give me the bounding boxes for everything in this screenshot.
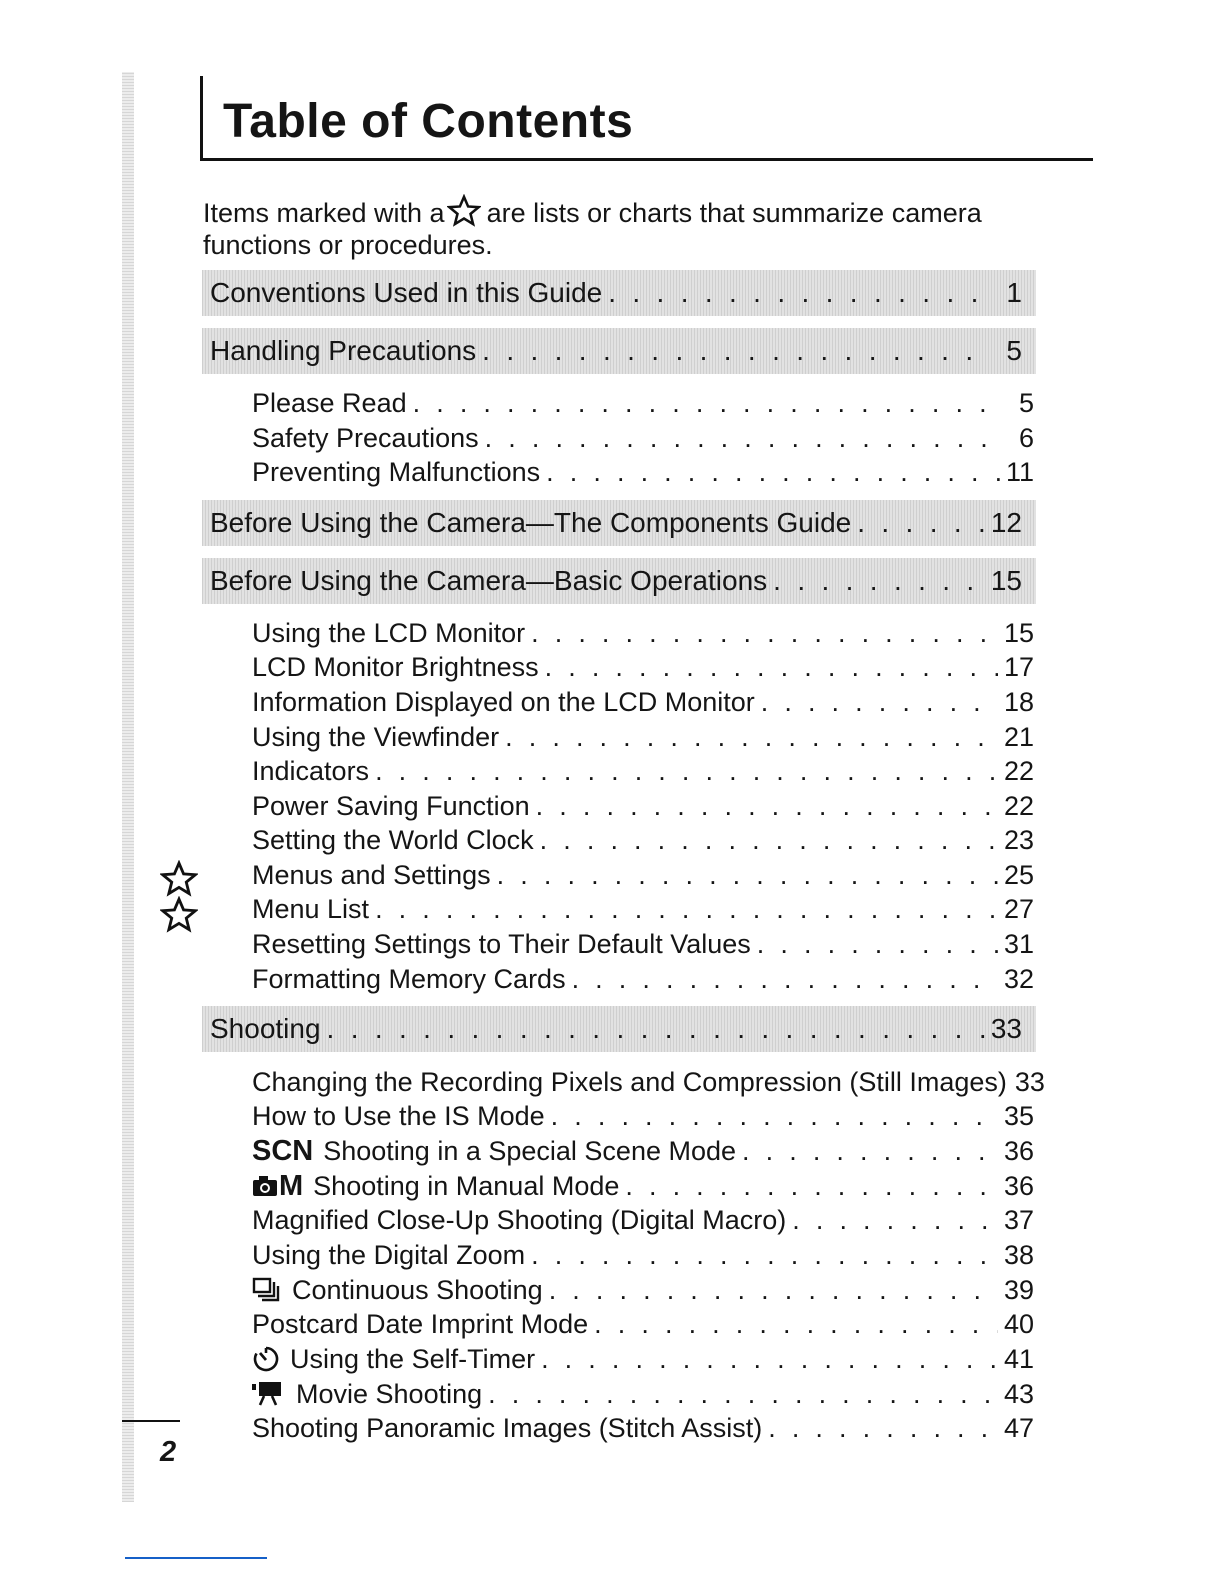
entry-title: Safety Precautions — [252, 423, 479, 453]
dot-leader — [375, 892, 998, 926]
toc-section[interactable] — [202, 270, 1036, 316]
continuous-shooting-icon — [252, 1277, 282, 1303]
entry-title: Movie Shooting — [296, 1379, 483, 1409]
entry-title: Shooting in Manual Mode — [313, 1171, 620, 1201]
entry-title: Using the Self-Timer — [290, 1344, 536, 1374]
toc-entry[interactable] — [252, 386, 1034, 420]
entry-title: Formatting Memory Cards — [252, 964, 566, 994]
dot-leader — [857, 507, 985, 539]
toc-entry[interactable] — [252, 1273, 1034, 1307]
section-title: Handling Precautions — [210, 335, 477, 366]
dot-leader — [551, 1099, 998, 1133]
toc-entry[interactable] — [252, 1065, 1045, 1099]
section-title: Conventions Used in this Guide — [210, 277, 603, 308]
section-title: Shooting — [210, 1013, 321, 1044]
entry-page: 38 — [1003, 1240, 1034, 1270]
entry-title: Using the Digital Zoom — [252, 1240, 526, 1270]
dot-leader — [768, 1411, 998, 1445]
entry-page: 11 — [1005, 457, 1034, 487]
entry-title: Setting the World Clock — [252, 825, 534, 855]
entry-title: Menus and Settings — [252, 860, 491, 890]
entry-page: 18 — [1003, 687, 1034, 717]
dot-leader — [773, 565, 985, 597]
dot-leader — [792, 1203, 998, 1237]
entry-title: Information Displayed on the LCD Monitor — [252, 687, 755, 717]
manual-mode-icon: M — [279, 1170, 304, 1202]
section-title: Before Using the Camera—The Components Guide — [210, 507, 852, 538]
dot-leader — [327, 1013, 985, 1045]
self-timer-icon — [252, 1345, 280, 1373]
toc-entry[interactable] — [252, 685, 1034, 719]
dot-leader — [413, 386, 1002, 420]
entry-title: How to Use the IS Mode — [252, 1101, 545, 1131]
entry-title: Shooting Panoramic Images (Stitch Assist) — [252, 1413, 763, 1443]
entry-page: 35 — [1003, 1101, 1034, 1131]
entry-page: 36 — [1003, 1136, 1034, 1166]
entry-page: 47 — [1003, 1413, 1034, 1443]
entry-page: 23 — [1003, 825, 1034, 855]
star-outline-icon — [160, 896, 198, 934]
section-page: 12 — [990, 507, 1022, 538]
intro-text-start: Items marked with a — [203, 198, 445, 228]
dot-leader — [572, 962, 998, 996]
entry-title: Continuous Shooting — [292, 1275, 543, 1305]
toc-entry[interactable] — [252, 1411, 1034, 1445]
page-number: 2 — [160, 1436, 177, 1468]
entry-page: 43 — [1003, 1379, 1034, 1409]
entry-page: 21 — [1003, 722, 1034, 752]
entry-page: 40 — [1003, 1309, 1034, 1339]
dot-leader — [546, 455, 1000, 489]
intro-text-end: are lists or charts that summarize camera functions or procedures. — [203, 198, 982, 260]
toc-entry[interactable] — [252, 1377, 1034, 1411]
entry-page: 5 — [1018, 388, 1034, 418]
dot-leader — [485, 421, 1002, 455]
bottom-rule — [125, 1557, 267, 1559]
dot-leader — [536, 789, 998, 823]
entry-page: 36 — [1003, 1171, 1034, 1201]
toc-entry[interactable] — [252, 823, 1034, 857]
entry-title: Menu List — [252, 894, 370, 924]
dot-leader — [545, 650, 998, 684]
entry-page: 41 — [1003, 1344, 1034, 1374]
entry-title: Indicators — [252, 756, 370, 786]
toc-entry[interactable] — [252, 616, 1034, 650]
dot-leader — [482, 335, 990, 367]
entry-title: Using the LCD Monitor — [252, 618, 526, 648]
toc-entry[interactable] — [252, 754, 1034, 788]
entry-title: Resetting Settings to Their Default Values — [252, 929, 751, 959]
dot-leader — [761, 685, 998, 719]
toc-entry[interactable] — [252, 421, 1034, 455]
page-number-rule — [122, 1420, 180, 1422]
movie-icon — [252, 1381, 286, 1407]
section-page: 1 — [1006, 277, 1022, 308]
page-title: Table of Contents — [223, 95, 634, 148]
toc-entry[interactable] — [252, 650, 1034, 684]
entry-title: Power Saving Function — [252, 791, 530, 821]
toc-entry[interactable] — [252, 1169, 1034, 1203]
title-frame — [200, 76, 1093, 161]
toc-entry[interactable] — [252, 1099, 1034, 1133]
toc-entry[interactable] — [252, 892, 1034, 926]
toc-entry[interactable] — [252, 455, 1034, 489]
toc-section[interactable] — [202, 328, 1036, 374]
entry-page: 15 — [1003, 618, 1034, 648]
entry-title: LCD Monitor Brightness — [252, 652, 539, 682]
entry-page: 17 — [1003, 652, 1034, 682]
camera-icon — [252, 1175, 278, 1197]
toc-entry[interactable] — [252, 1342, 1034, 1376]
section-page: 5 — [1006, 335, 1022, 366]
toc-entry[interactable] — [252, 1203, 1034, 1237]
toc-entry[interactable] — [252, 858, 1034, 892]
scene-mode-icon: SCN — [252, 1135, 314, 1167]
entry-page: 39 — [1003, 1275, 1034, 1305]
entry-page: 6 — [1018, 423, 1034, 453]
entry-title: Preventing Malfunctions — [252, 457, 541, 487]
section-page: 15 — [990, 565, 1022, 596]
entry-page: 27 — [1003, 894, 1034, 924]
dot-leader — [594, 1307, 998, 1341]
entry-title: Please Read — [252, 388, 407, 418]
entry-title: Magnified Close-Up Shooting (Digital Macro) — [252, 1205, 787, 1235]
entry-page: 22 — [1003, 791, 1034, 821]
toc-section[interactable] — [202, 1006, 1036, 1052]
section-page: 33 — [990, 1013, 1022, 1044]
toc-entry[interactable] — [252, 1238, 1034, 1272]
dot-leader — [757, 927, 998, 961]
dot-leader — [531, 1238, 998, 1272]
dot-leader — [488, 1377, 998, 1411]
entry-title: Postcard Date Imprint Mode — [252, 1309, 589, 1339]
dot-leader — [549, 1273, 998, 1307]
dot-leader — [531, 616, 998, 650]
toc-entry[interactable] — [252, 720, 1034, 754]
toc-entry[interactable] — [252, 1307, 1034, 1341]
toc-entry[interactable] — [252, 1134, 1034, 1168]
dot-leader — [625, 1169, 998, 1203]
entry-title: Using the Viewfinder — [252, 722, 500, 752]
dot-leader — [541, 1342, 998, 1376]
toc-section[interactable] — [202, 500, 1036, 546]
entry-page: 33 — [1014, 1067, 1045, 1097]
dot-leader — [608, 277, 990, 309]
entry-page: 31 — [1003, 929, 1034, 959]
toc-entry[interactable] — [252, 789, 1034, 823]
dot-leader — [742, 1134, 998, 1168]
star-outline-icon — [447, 194, 481, 228]
entry-page: 37 — [1003, 1205, 1034, 1235]
scan-edge-strip — [122, 72, 134, 1502]
toc-entry[interactable] — [252, 927, 1034, 961]
dot-leader — [375, 754, 998, 788]
dot-leader — [497, 858, 998, 892]
dot-leader — [540, 823, 998, 857]
entry-page: 22 — [1003, 756, 1034, 786]
dot-leader — [505, 720, 998, 754]
star-outline-icon — [160, 860, 198, 898]
entry-page: 32 — [1003, 964, 1034, 994]
section-title: Before Using the Camera—Basic Operations — [210, 565, 768, 596]
entry-title: Changing the Recording Pixels and Compression (Still Images) — [252, 1067, 1007, 1097]
entry-title: Shooting in a Special Scene Mode — [323, 1136, 737, 1166]
entry-page: 25 — [1003, 860, 1034, 890]
toc-section[interactable] — [202, 558, 1036, 604]
intro-text — [203, 194, 1043, 261]
toc-entry[interactable] — [252, 962, 1034, 996]
